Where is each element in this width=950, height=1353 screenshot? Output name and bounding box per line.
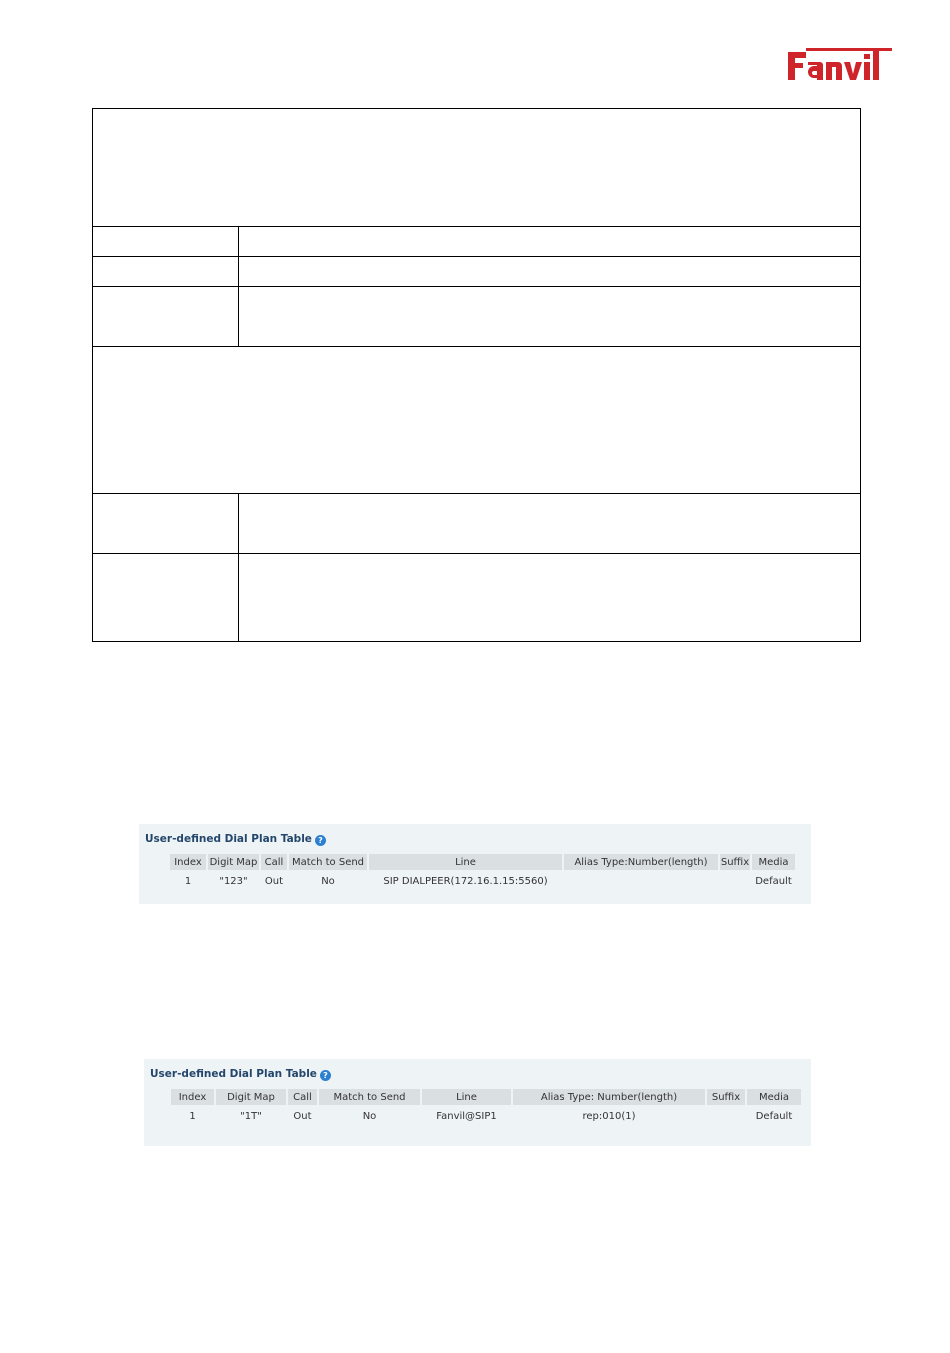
- col-suffix: Suffix: [720, 854, 750, 870]
- panel-title-text: User-defined Dial Plan Table: [150, 1068, 317, 1080]
- table-cell: [239, 257, 861, 287]
- table-header-row: [171, 1089, 801, 1105]
- help-icon[interactable]: ?: [320, 1070, 331, 1081]
- table-cell: [239, 287, 861, 347]
- table-cell: [93, 287, 239, 347]
- cell-suffix: [720, 870, 750, 892]
- dial-plan-table: [169, 1089, 803, 1127]
- parameter-table: [92, 108, 861, 642]
- dial-plan-screenshot-1: [139, 824, 811, 904]
- cell-line: Fanvil@SIP1: [436, 1110, 497, 1122]
- cell-index: 1: [184, 875, 192, 887]
- col-alias-type: Alias Type: Number(length): [513, 1089, 705, 1105]
- cell-match-to-send: No: [362, 1110, 377, 1122]
- table-cell: [93, 494, 239, 554]
- cell-suffix: [707, 1105, 745, 1127]
- cell-match-to-send: No: [321, 875, 335, 887]
- table-cell: [239, 494, 861, 554]
- cell-alias-type: rep:010(1): [582, 1110, 636, 1122]
- table-row: [93, 227, 861, 257]
- table-cell: [93, 227, 239, 257]
- col-match-to-send: Match to Send: [289, 854, 367, 870]
- col-digit-map: Digit Map: [216, 1089, 286, 1105]
- cell-digit-map: "1T": [240, 1110, 262, 1122]
- table-row[interactable]: [171, 1105, 801, 1127]
- col-index: Index: [171, 1089, 214, 1105]
- table-header-row: [170, 854, 795, 870]
- col-index: Index: [170, 854, 206, 870]
- col-line: Line: [422, 1089, 511, 1105]
- panel-title: [150, 1068, 331, 1081]
- table-row: [93, 109, 861, 227]
- table-row: [93, 287, 861, 347]
- help-icon[interactable]: ?: [315, 835, 326, 846]
- table-row: [93, 494, 861, 554]
- table-cell: [239, 554, 861, 642]
- col-media: Media: [752, 854, 795, 870]
- table-row[interactable]: [170, 870, 795, 892]
- panel-title: [145, 833, 326, 846]
- table-row: [93, 554, 861, 642]
- cell-media: Default: [755, 875, 792, 887]
- col-alias-type: Alias Type:Number(length): [564, 854, 718, 870]
- cell-alias-type: [564, 870, 718, 892]
- col-line: Line: [369, 854, 562, 870]
- cell-call: Out: [293, 1110, 312, 1122]
- panel-title-text: User-defined Dial Plan Table: [145, 833, 312, 845]
- col-match-to-send: Match to Send: [319, 1089, 420, 1105]
- col-suffix: Suffix: [707, 1089, 745, 1105]
- cell-call: Out: [264, 875, 284, 887]
- cell-digit-map: "123": [219, 875, 248, 887]
- col-call: Call: [288, 1089, 317, 1105]
- cell-index: 1: [189, 1110, 196, 1122]
- table-cell: [93, 347, 861, 494]
- col-digit-map: Digit Map: [208, 854, 259, 870]
- table-cell: [93, 109, 861, 227]
- table-row: [93, 347, 861, 494]
- table-cell: [239, 227, 861, 257]
- fanvil-logo: [786, 46, 894, 82]
- cell-media: Default: [755, 1110, 793, 1122]
- table-row: [93, 257, 861, 287]
- table-cell: [93, 554, 239, 642]
- cell-line: SIP DIALPEER(172.16.1.15:5560): [383, 875, 548, 887]
- dial-plan-table: [168, 854, 797, 892]
- dial-plan-screenshot-2: [144, 1059, 811, 1146]
- col-media: Media: [747, 1089, 801, 1105]
- table-cell: [93, 257, 239, 287]
- col-call: Call: [261, 854, 287, 870]
